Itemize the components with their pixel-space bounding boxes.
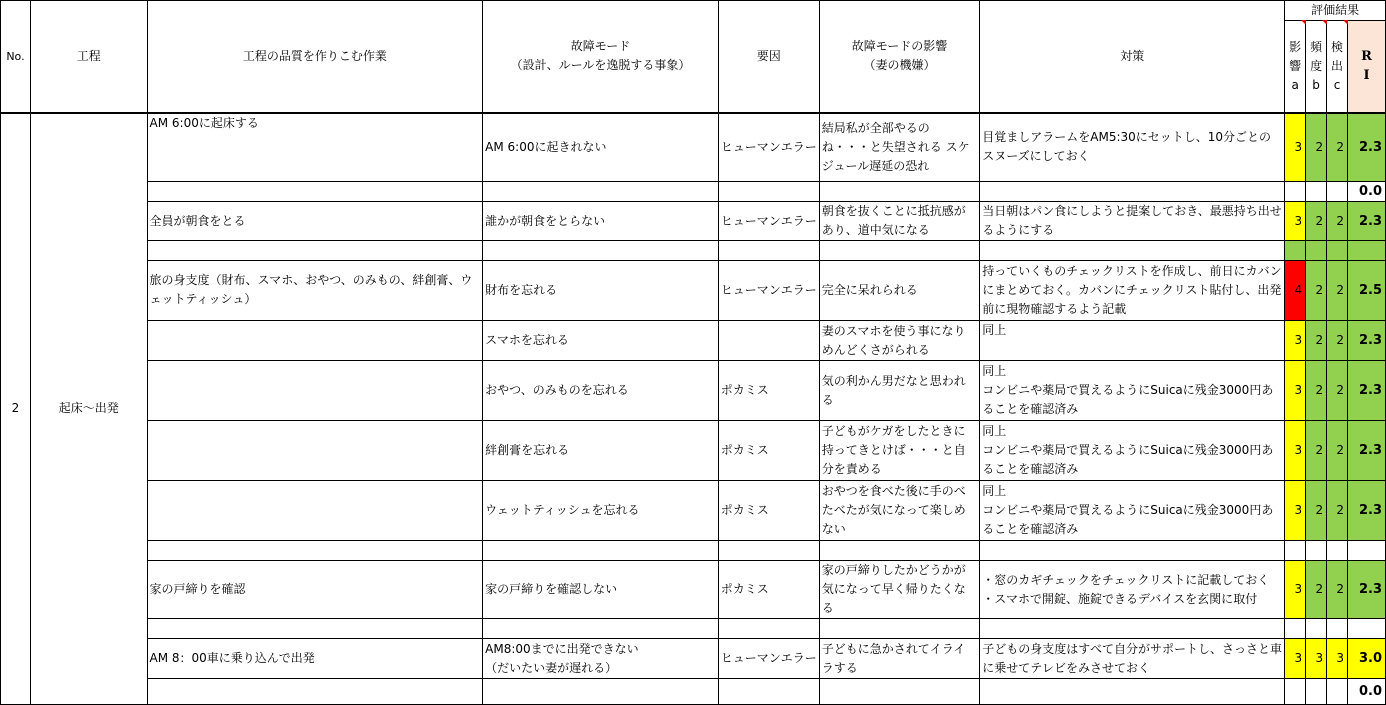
header-failure-mode-l1: 故障モード: [570, 39, 631, 54]
task-cell: AM 8：00車に乗り込んで出発: [147, 639, 483, 679]
score-c: 2: [1327, 421, 1348, 481]
mode-cell: スマホを忘れる: [483, 321, 719, 361]
header-c: 検出c: [1327, 21, 1348, 113]
comment-marker-icon[interactable]: [1343, 20, 1348, 25]
cause-cell: ポカミス: [718, 361, 819, 421]
score-b: 2: [1306, 481, 1327, 541]
task-cell: [147, 481, 483, 541]
section-no: 2: [1, 113, 31, 705]
comment-marker-icon[interactable]: [1301, 20, 1306, 25]
spacer-cell: [1327, 541, 1348, 561]
effect-cell: 気の利かん男だなと思われる: [819, 361, 980, 421]
header-task: 工程の品質を作りこむ作業: [147, 1, 483, 113]
score-a: [1285, 679, 1306, 705]
mode-cell: [483, 182, 719, 202]
measure-cell: 同上: [980, 321, 1285, 361]
score-b: 2: [1306, 561, 1327, 619]
score-ri: 2.3: [1348, 321, 1386, 361]
measure-cell: [980, 182, 1285, 202]
score-ri: 2.3: [1348, 113, 1386, 182]
cause-cell: [718, 321, 819, 361]
effect-cell: 妻のスマホを使う事になりめんどくさがられる: [819, 321, 980, 361]
mode-cell: 財布を忘れる: [483, 261, 719, 321]
task-cell: [147, 182, 483, 202]
header-a: 影響a: [1285, 21, 1306, 113]
header-b: 頻度b: [1306, 21, 1327, 113]
header-no: No.: [1, 1, 31, 113]
mode-cell: 絆創膏を忘れる: [483, 421, 719, 481]
header-failure-mode-l2: （設計、ルールを逸脱する事象）: [510, 58, 691, 73]
score-a: 3: [1285, 421, 1306, 481]
score-b: 2: [1306, 261, 1327, 321]
cause-cell: ヒューマンエラー: [718, 202, 819, 241]
mode-cell: [483, 679, 719, 705]
spacer-cell: [1327, 241, 1348, 261]
score-a: 4: [1285, 261, 1306, 321]
header-process: 工程: [30, 1, 147, 113]
measure-cell: 当日朝はパン食にしようと提案しておき、最悪持ち出せるようにする: [980, 202, 1285, 241]
score-a: 3: [1285, 361, 1306, 421]
score-b: 2: [1306, 361, 1327, 421]
spacer-cell: [1285, 541, 1306, 561]
header-eval: 評価結果: [1285, 1, 1386, 21]
score-b: [1306, 679, 1327, 705]
score-b: 2: [1306, 421, 1327, 481]
effect-cell: 結局私が全部やるのね・・・と失望される スケジュール遅延の恐れ: [819, 113, 980, 182]
cause-cell: ポカミス: [718, 561, 819, 619]
cause-cell: ポカミス: [718, 421, 819, 481]
score-a: [1285, 182, 1306, 202]
task-cell: [147, 421, 483, 481]
score-ri: 2.5: [1348, 261, 1386, 321]
score-a: 3: [1285, 321, 1306, 361]
measure-cell: 同上 コンビニや薬局で買えるようにSuicaに残金3000円あることを確認済み: [980, 361, 1285, 421]
spacer-cell: [147, 541, 483, 561]
score-ri: 0.0: [1348, 679, 1386, 705]
measure-cell: 同上 コンビニや薬局で買えるようにSuicaに残金3000円あることを確認済み: [980, 481, 1285, 541]
spacer-cell: [1285, 241, 1306, 261]
effect-cell: 完全に呆れられる: [819, 261, 980, 321]
mode-cell: 誰かが朝食をとらない: [483, 202, 719, 241]
task-cell: 旅の身支度（財布、スマホ、おやつ、のみもの、絆創膏、ウェットティッシュ）: [147, 261, 483, 321]
score-ri: 2.3: [1348, 561, 1386, 619]
score-ri: 2.3: [1348, 361, 1386, 421]
cause-cell: ポカミス: [718, 481, 819, 541]
spacer-cell: [1306, 241, 1327, 261]
effect-cell: 家の戸締りしたかどうかが気になって早く帰りたくなる: [819, 561, 980, 619]
cause-cell: ヒューマンエラー: [718, 113, 819, 182]
score-c: [1327, 182, 1348, 202]
header-ri: RI: [1348, 21, 1386, 113]
score-a: 3: [1285, 639, 1306, 679]
mode-cell: ウェットティッシュを忘れる: [483, 481, 719, 541]
score-c: 2: [1327, 481, 1348, 541]
header-failure-mode: [483, 1, 719, 113]
spacer-cell: [483, 541, 719, 561]
score-b: 3: [1306, 639, 1327, 679]
score-a: 3: [1285, 202, 1306, 241]
score-c: 2: [1327, 361, 1348, 421]
section-process: 起床～出発: [30, 113, 147, 705]
measure-cell: 目覚ましアラームをAM5:30にセットし、10分ごとのスヌーズにしておく: [980, 113, 1285, 182]
task-cell: [147, 679, 483, 705]
spacer-cell: [1327, 619, 1348, 639]
task-cell: [147, 361, 483, 421]
score-ri: 0.0: [1348, 182, 1386, 202]
cause-cell: ヒューマンエラー: [718, 261, 819, 321]
score-c: [1327, 679, 1348, 705]
measure-cell: 同上 コンビニや薬局で買えるようにSuicaに残金3000円あることを確認済み: [980, 421, 1285, 481]
score-c: 2: [1327, 113, 1348, 182]
spacer-cell: [1285, 619, 1306, 639]
score-b: 2: [1306, 113, 1327, 182]
score-a: 3: [1285, 481, 1306, 541]
cause-cell: [718, 679, 819, 705]
measure-cell: 持っていくものチェックリストを作成し、前日にカバンにまとめておく。カバンにチェックリスト貼付し、出発前に現物確認するよう記載: [980, 261, 1285, 321]
spacer-cell: [147, 241, 483, 261]
header-effect-l2: （妻の機嫌）: [863, 58, 936, 73]
score-c: 2: [1327, 202, 1348, 241]
spacer-cell: [819, 541, 980, 561]
spacer-cell: [718, 541, 819, 561]
task-cell: 家の戸締りを確認: [147, 561, 483, 619]
mode-cell: AM 6:00に起きれない: [483, 113, 719, 182]
spacer-cell: [1348, 241, 1386, 261]
mode-cell: 家の戸締りを確認しない: [483, 561, 719, 619]
effect-cell: おやつを食べた後に手のべたべたが気になって楽しめない: [819, 481, 980, 541]
cause-cell: ヒューマンエラー: [718, 639, 819, 679]
spacer-cell: [483, 241, 719, 261]
score-b: 2: [1306, 321, 1327, 361]
effect-cell: [819, 679, 980, 705]
spacer-cell: [1348, 541, 1386, 561]
score-c: 3: [1327, 639, 1348, 679]
score-c: 2: [1327, 561, 1348, 619]
header-effect-l1: 故障モードの影響: [851, 39, 948, 54]
header-cause: 要因: [718, 1, 819, 113]
spacer-cell: [147, 619, 483, 639]
score-a: 3: [1285, 113, 1306, 182]
score-c: 2: [1327, 261, 1348, 321]
effect-cell: 子どもに急かされてイライラする: [819, 639, 980, 679]
spacer-cell: [819, 241, 980, 261]
cause-cell: [718, 182, 819, 202]
score-b: [1306, 182, 1327, 202]
header-measure: 対策: [980, 1, 1285, 113]
spacer-cell: [1348, 619, 1386, 639]
measure-cell: [980, 679, 1285, 705]
task-cell: [147, 321, 483, 361]
task-cell: AM 6:00に起床する: [147, 113, 483, 182]
score-ri: 2.3: [1348, 421, 1386, 481]
effect-cell: 子どもがケガをしたときに持ってきとけば・・・と自分を責める: [819, 421, 980, 481]
mode-cell: AM8:00までに出発できない （だいたい妻が遅れる）: [483, 639, 719, 679]
score-b: 2: [1306, 202, 1327, 241]
comment-marker-icon[interactable]: [1322, 20, 1327, 25]
score-a: 3: [1285, 561, 1306, 619]
spacer-cell: [718, 241, 819, 261]
spacer-cell: [1306, 619, 1327, 639]
spacer-cell: [1306, 541, 1327, 561]
measure-cell: 子どもの身支度はすべて自分がサポートし、さっさと車に乗せてテレビをみさせておく: [980, 639, 1285, 679]
effect-cell: [819, 182, 980, 202]
score-ri: 3.0: [1348, 639, 1386, 679]
spacer-cell: [718, 619, 819, 639]
spacer-cell: [980, 541, 1285, 561]
spacer-cell: [819, 619, 980, 639]
measure-cell: ・窓のカギチェックをチェックリストに記載しておく ・スマホで開錠、施錠できるデバイスを玄関に取付: [980, 561, 1285, 619]
spacer-cell: [483, 619, 719, 639]
score-ri: 2.3: [1348, 202, 1386, 241]
score-ri: 2.3: [1348, 481, 1386, 541]
mode-cell: おやつ、のみものを忘れる: [483, 361, 719, 421]
effect-cell: 朝食を抜くことに抵抗感があり、道中気になる: [819, 202, 980, 241]
spacer-cell: [980, 619, 1285, 639]
spacer-cell: [980, 241, 1285, 261]
task-cell: 全員が朝食をとる: [147, 202, 483, 241]
score-c: 2: [1327, 321, 1348, 361]
header-effect: [819, 1, 980, 113]
